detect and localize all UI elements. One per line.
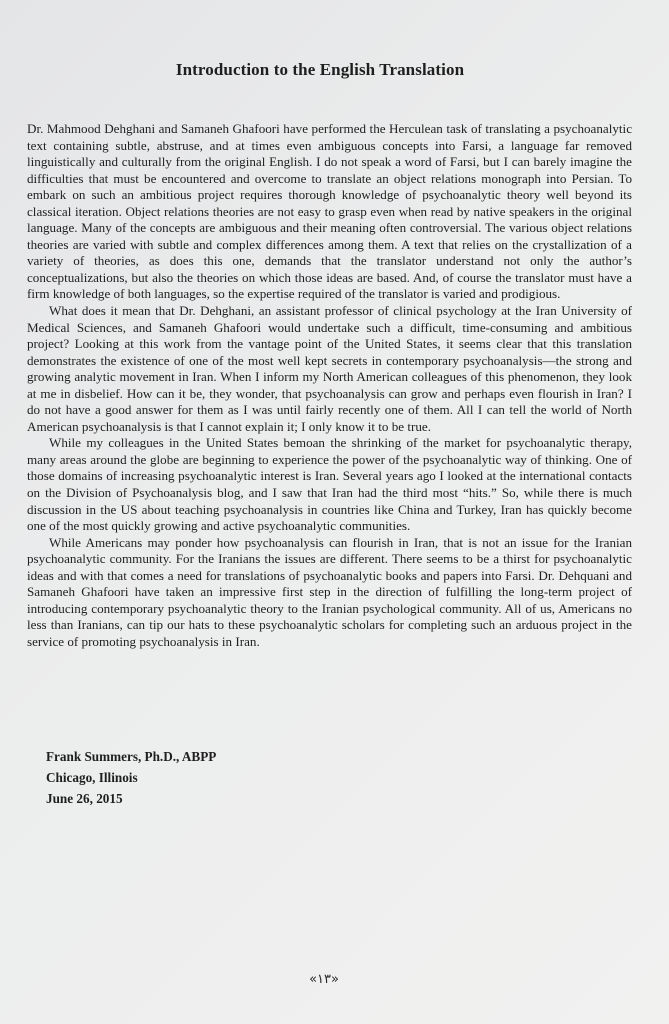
page-number: «۱۳»: [309, 972, 339, 987]
paragraph-2: What does it mean that Dr. Dehghani, an assistant professor of clinical psychology at the Iran University of Medical Sciences, and Samaneh Ghafoori would undertake such a difficult, time-consuming and ambitious project? Looking at this work from the vantage point of the United States, it seems clear that this translation demonstrates the existence of one of the most well kept secrets in contemporary psychoanalysis—the strong and growing analytic movement in Iran. When I inform my North American colleagues of this phenomenon, they look at me in disbelief. How can it be, they wonder, that psychoanalysis can grow and perhaps even flourish in Iran? I do not have a good answer for them as I was until fairly recently one of them. All I can tell the world of North American psychoanalysis is that I cannot explain it; I only know it to be true.: [27, 303, 632, 434]
signature-date: June 26, 2015: [46, 791, 123, 806]
page-title: Introduction to the English Translation: [175, 60, 465, 79]
author-name: Frank Summers, Ph.D., ABPP: [46, 749, 217, 764]
signature-block: [46, 746, 216, 809]
paragraph-4: While Americans may ponder how psychoanalysis can flourish in Iran, that is not an issue for the Iranian psychoanalytic community. For the Iranians the issues are different. There seems to be a thirst for psychoanalytic ideas and with that comes a need for translations of psychoanalytic books and papers into Farsi. Dr. Dehquani and Samaneh Ghafoori have taken an impressive first step in the direction of fulfilling the long-term project of introducing contemporary psychoanalytic theory to the Iranian psychological community. All of us, Americans no less than Iranians, can tip our hats to these psychoanalytic scholars for completing such an arduous project in the service of promoting psychoanalysis in Iran.: [27, 534, 632, 649]
paragraph-1: Dr. Mahmood Dehghani and Samaneh Ghafoori have performed the Herculean task of translating a psychoanalytic text containing subtle, abstruse, and at times even ambiguous concepts into Farsi, a language far removed linguistically and culturally from the original English. I do not speak a word of Farsi, but I can barely imagine the difficulties that must be encountered and overcome to translate an object relations monograph into Persian. To embark on such an ambitious project requires thorough knowledge of psychoanalytic theory well beyond its classical iteration. Object relations theories are not easy to grasp even when read by native speakers in the original language. Many of the concepts are ambiguous and their meaning often controversial. The various object relations theories are varied with subtle and complex differences among them. A text that relies on the crystallization of a variety of theories, as does this one, demands that the translator understand not only the author’s conceptualizations, but also the theories on which those ideas are based. And, of course the translator must have a firm knowledge of both languages, so the expertise required of the translator is varied and prodigious.: [27, 121, 632, 302]
author-location: Chicago, Illinois: [46, 770, 138, 785]
body-text: [27, 121, 632, 651]
paragraph-3: While my colleagues in the United States bemoan the shrinking of the market for psychoanalytic therapy, many areas around the globe are beginning to experience the power of the psychoanalytic way of thinking. One of those domains of increasing psychoanalytic interest is Iran. Several years ago I looked at the international contacts on the Division of Psychoanalysis blog, and I saw that Iran had the third most “hits.” So, while there is much discussion in the US about teaching psychoanalysis in countries like China and Turkey, Iran has quickly become one of the most quickly growing and active psychoanalytic communities.: [27, 435, 632, 534]
